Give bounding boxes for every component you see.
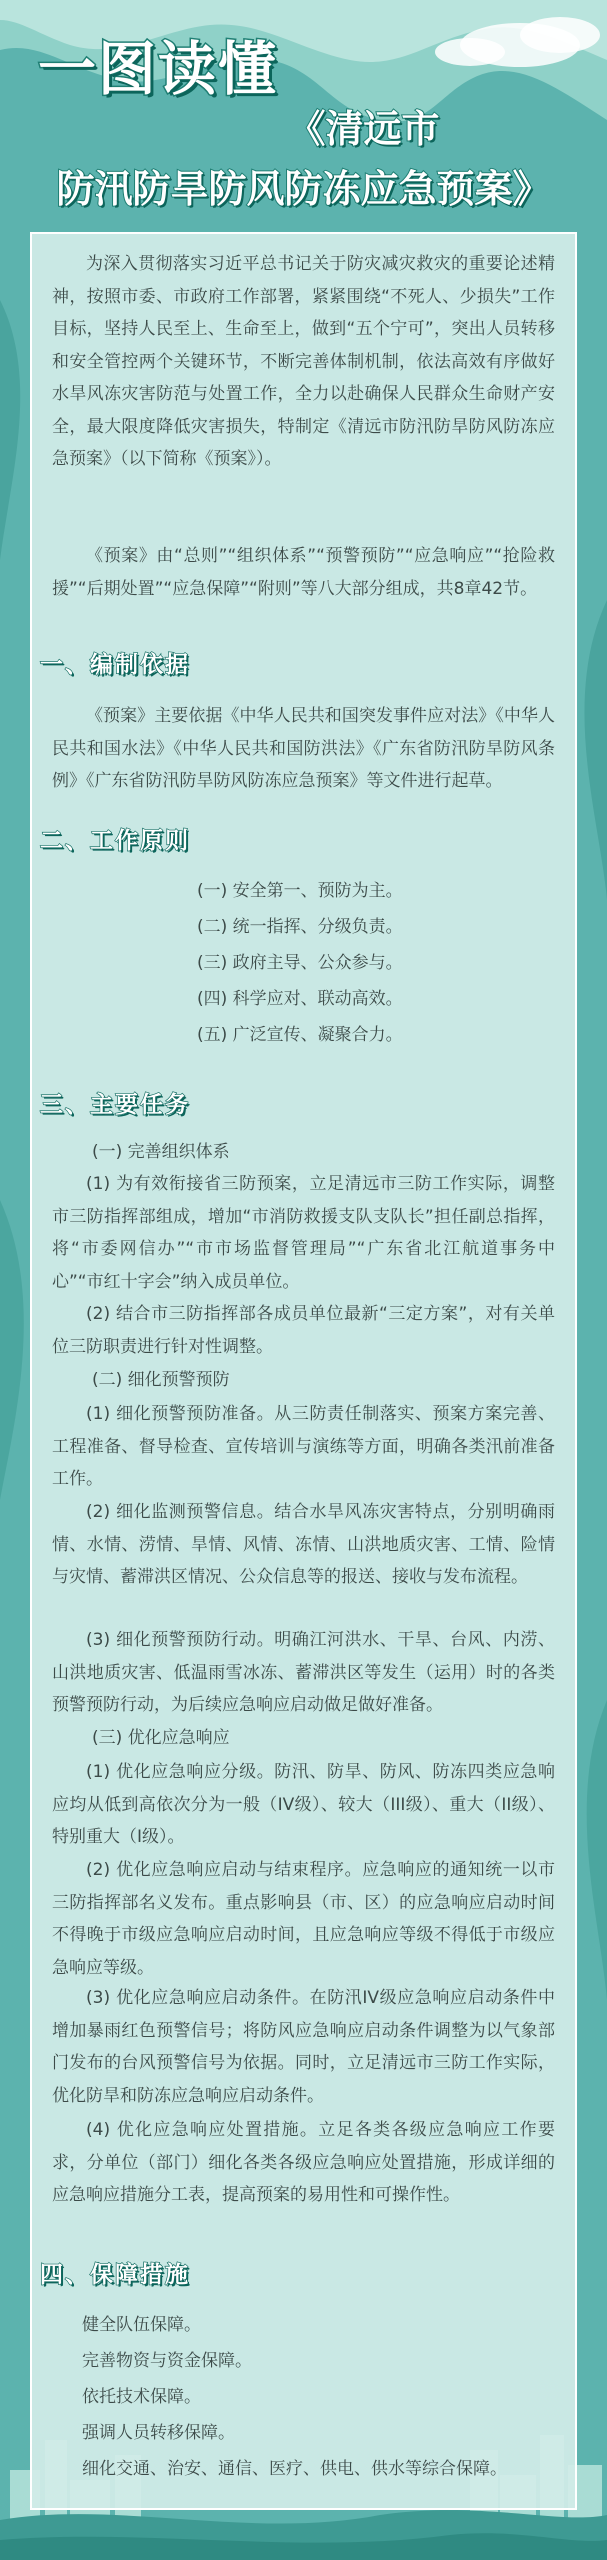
subsection-title: (一) 完善组织体系	[92, 1142, 230, 1162]
task-paragraph: (1) 为有效衔接省三防预案，立足清远市三防工作实际，调整市三防指挥部组成，增加“市消防救援支队支队长”担任副总指挥，将“市委网信办”“市市场监督管理局”“广东省北江航道事务中心”“市红十字会”纳入成员单位。	[52, 1174, 555, 1292]
subsection-title: (二) 细化预警预防	[92, 1370, 230, 1390]
document-title-line1: 《清远市	[287, 107, 440, 151]
principle-item: (二) 统一指挥、分级负责。	[197, 917, 403, 937]
safeguard-item: 完善物资与资金保障。	[82, 2351, 252, 2371]
principle-item: (五) 广泛宣传、凝聚合力。	[197, 1025, 403, 1045]
principle-item: (一) 安全第一、预防为主。	[197, 881, 403, 901]
basis-paragraph: 《预案》主要依据《中华人民共和国突发事件应对法》《中华人民共和国水法》《中华人民共和国防洪法》《广东省防汛防旱防风条例》《广东省防汛防旱防风防冻应急预案》等文件进行起草。	[52, 706, 555, 791]
safeguard-item: 细化交通、治安、通信、医疗、供电、供水等综合保障。	[82, 2459, 507, 2479]
task-paragraph: (1) 细化预警预防准备。从三防责任制落实、预案方案完善、工程准备、督导检查、宣传培训与演练等方面，明确各类汛前准备工作。	[52, 1404, 555, 1489]
section-heading-tasks: 三、主要任务	[40, 1092, 190, 1118]
section-heading-basis: 一、编制依据	[40, 652, 190, 678]
section-heading-safeguards: 四、保障措施	[40, 2262, 190, 2288]
safeguard-item: 依托技术保障。	[82, 2387, 201, 2407]
task-paragraph: (3) 优化应急响应启动条件。在防汛IV级应急响应启动条件中增加暴雨红色预警信号；将防风应急响应启动条件调整为以气象部门发布的台风预警信号为依据。同时，立足清远市三防工作实际，优化防旱和防冻应急响应启动条件。	[52, 1988, 555, 2106]
task-paragraph: (1) 优化应急响应分级。防汛、防旱、防风、防冻四类应急响应均从低到高依次分为一般（IV级）、较大（III级）、重大（II级）、特别重大（I级）。	[52, 1762, 555, 1847]
task-paragraph: (2) 优化应急响应启动与结束程序。应急响应的通知统一以市三防指挥部名义发布。重点影响县（市、区）的应急响应启动时间不得晚于市级应急响应启动时间，且应急响应等级不得低于市级应急响应等级。	[52, 1860, 555, 1978]
task-paragraph: (2) 细化监测预警信息。结合水旱风冻灾害特点，分别明确雨情、水情、涝情、旱情、风情、冻情、山洪地质灾害、工情、险情与灾情、蓄滞洪区情况、公众信息等的报送、接收与发布流程。	[52, 1502, 555, 1587]
section-heading-principles: 二、工作原则	[40, 828, 190, 854]
principle-item: (四) 科学应对、联动高效。	[197, 989, 403, 1009]
task-paragraph: (2) 结合市三防指挥部各成员单位最新“三定方案”，对有关单位三防职责进行针对性调整。	[52, 1304, 555, 1357]
content-panel	[30, 232, 577, 2510]
safeguard-item: 强调人员转移保障。	[82, 2423, 235, 2443]
intro-paragraph-2: 《预案》由“总则”“组织体系”“预警预防”“应急响应”“抢险救援”“后期处置”“应急保障”“附则”等八大部分组成，共8章42节。	[52, 546, 555, 599]
task-paragraph: (4) 优化应急响应处置措施。立足各类各级应急响应工作要求，分单位（部门）细化各类各级应急响应处置措施，形成详细的应急响应措施分工表，提高预案的易用性和可操作性。	[52, 2120, 555, 2205]
document-title-line2: 防汛防旱防风防冻应急预案》	[56, 167, 551, 211]
safeguard-item: 健全队伍保障。	[82, 2315, 201, 2335]
task-paragraph: (3) 细化预警预防行动。明确江河洪水、干旱、台风、内涝、山洪地质灾害、低温雨雪冰冻、蓄滞洪区等发生（运用）时的各类预警预防行动，为后续应急响应启动做足做好准备。	[52, 1630, 555, 1715]
subsection-title: (三) 优化应急响应	[92, 1728, 230, 1748]
page-title: 一图读懂	[38, 35, 279, 103]
principle-item: (三) 政府主导、公众参与。	[197, 953, 403, 973]
intro-paragraph-1: 为深入贯彻落实习近平总书记关于防灾减灾救灾的重要论述精神，按照市委、市政府工作部署，紧紧围绕“不死人、少损失”工作目标，坚持人民至上、生命至上，做到“五个宁可”，突出人员转移和安全管控两个关键环节，不断完善体制机制，依法高效有序做好水旱风冻灾害防范与处置工作，全力以赴确保人民群众生命财产安全，最大限度降低灾害损失，特制定《清远市防汛防旱防风防冻应急预案》（以下简称《预案》）。	[52, 254, 555, 469]
